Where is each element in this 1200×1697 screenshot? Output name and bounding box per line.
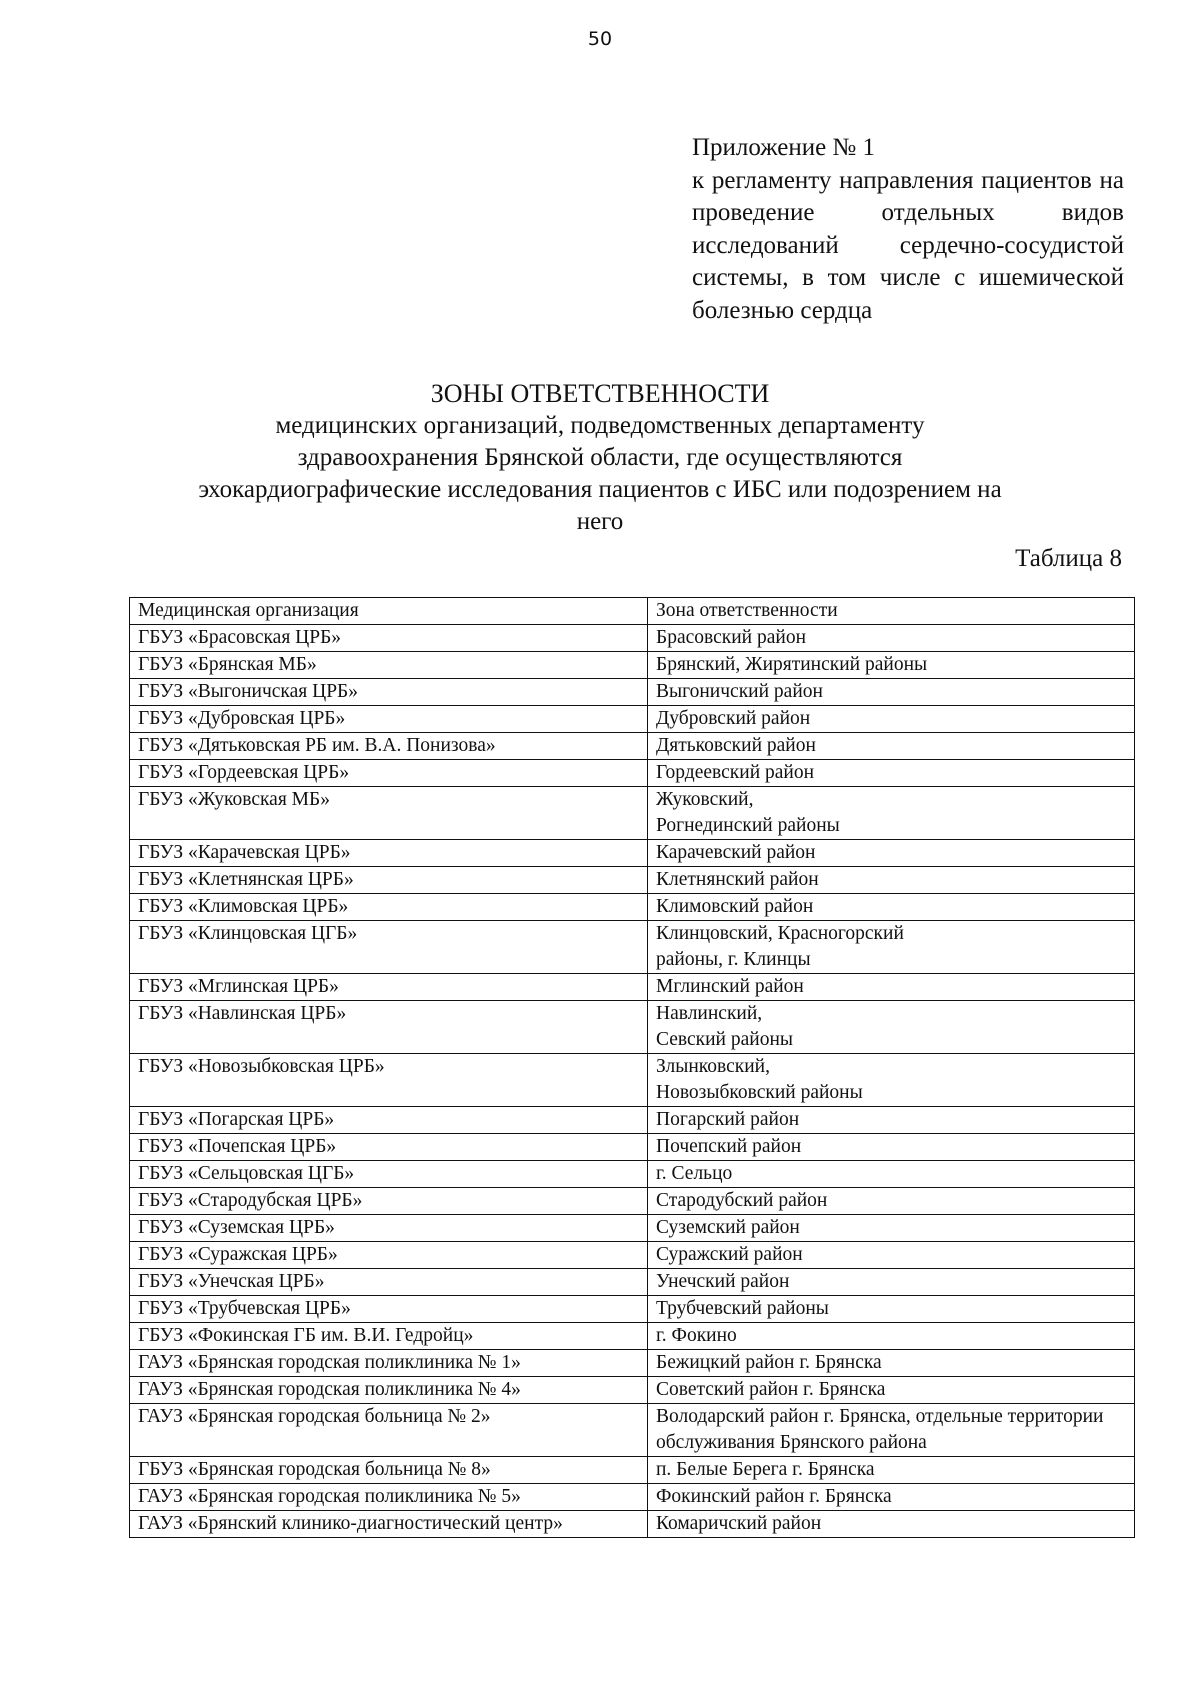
table-row	[130, 1377, 1135, 1404]
table-row	[130, 921, 1135, 974]
organization-cell: ГБУЗ «Дубровская ЦРБ»	[130, 706, 648, 733]
zone-cell: Суземский район	[648, 1215, 1135, 1242]
table-row	[130, 679, 1135, 706]
page-number: 50	[587, 28, 613, 50]
document-subtitle-line-3: эхокардиографические исследования пациентов с ИБС или подозрением на	[198, 476, 1002, 503]
organization-cell: ГБУЗ «Стародубская ЦРБ»	[130, 1188, 648, 1215]
document-title: ЗОНЫ ОТВЕТСТВЕННОСТИ	[430, 379, 770, 408]
zone-cell: Трубчевский районы	[648, 1296, 1135, 1323]
table-row	[130, 1161, 1135, 1188]
table-row	[130, 1457, 1135, 1484]
table-header-row	[130, 598, 1135, 625]
table-row	[130, 1215, 1135, 1242]
organization-cell: ГАУЗ «Брянская городская поликлиника № 1»	[130, 1350, 648, 1377]
zone-cell: Гордеевский район	[648, 760, 1135, 787]
organization-cell: ГБУЗ «Унечская ЦРБ»	[130, 1269, 648, 1296]
zone-cell: Карачевский район	[648, 840, 1135, 867]
table-row	[130, 1269, 1135, 1296]
organization-cell: ГБУЗ «Фокинская ГБ им. В.И. Гедройц»	[130, 1323, 648, 1350]
zone-cell: Комаричский район	[648, 1511, 1135, 1538]
table-row	[130, 1350, 1135, 1377]
organization-cell: ГАУЗ «Брянская городская поликлиника № 5»	[130, 1484, 648, 1511]
organization-cell: ГБУЗ «Трубчевская ЦРБ»	[130, 1296, 648, 1323]
organization-cell: ГБУЗ «Навлинская ЦРБ»	[130, 1001, 648, 1054]
zone-cell: Мглинский район	[648, 974, 1135, 1001]
zone-cell: г. Сельцо	[648, 1161, 1135, 1188]
table-row	[130, 787, 1135, 840]
organization-cell: ГБУЗ «Погарская ЦРБ»	[130, 1107, 648, 1134]
document-subtitle-line-4: него	[576, 508, 624, 535]
table-row	[130, 1484, 1135, 1511]
organization-cell: ГАУЗ «Брянская городская поликлиника № 4»	[130, 1377, 648, 1404]
appendix-heading: Приложение № 1	[692, 134, 876, 161]
zone-cell: Дубровский район	[648, 706, 1135, 733]
table-row	[130, 1242, 1135, 1269]
table-row	[130, 894, 1135, 921]
appendix-block	[692, 132, 1124, 327]
table-row	[130, 1296, 1135, 1323]
organization-cell: ГБУЗ «Жуковская МБ»	[130, 787, 648, 840]
organization-cell: ГБУЗ «Климовская ЦРБ»	[130, 894, 648, 921]
zone-cell: Брасовский район	[648, 625, 1135, 652]
zone-cell: Советский район г. Брянска	[648, 1377, 1135, 1404]
table-row	[130, 1511, 1135, 1538]
organization-cell: ГБУЗ «Выгоничская ЦРБ»	[130, 679, 648, 706]
zone-cell: Стародубский район	[648, 1188, 1135, 1215]
organization-cell: ГБУЗ «Брянская МБ»	[130, 652, 648, 679]
table-row	[130, 1054, 1135, 1107]
organization-cell: ГБУЗ «Мглинская ЦРБ»	[130, 974, 648, 1001]
organization-cell: ГБУЗ «Гордеевская ЦРБ»	[130, 760, 648, 787]
zone-cell: Фокинский район г. Брянска	[648, 1484, 1135, 1511]
organization-cell: ГБУЗ «Карачевская ЦРБ»	[130, 840, 648, 867]
table-row	[130, 1404, 1135, 1457]
zone-cell: п. Белые Берега г. Брянска	[648, 1457, 1135, 1484]
zone-cell: Клинцовский, Красногорский районы, г. Клинцы	[648, 921, 1135, 974]
table-row	[130, 652, 1135, 679]
organization-cell: ГБУЗ «Новозыбковская ЦРБ»	[130, 1054, 648, 1107]
zone-cell: Брянский, Жирятинский районы	[648, 652, 1135, 679]
zone-cell: Унечский район	[648, 1269, 1135, 1296]
organization-cell: ГБУЗ «Клинцовская ЦГБ»	[130, 921, 648, 974]
table-label: Таблица 8	[1015, 545, 1122, 572]
organization-cell: ГБУЗ «Почепская ЦРБ»	[130, 1134, 648, 1161]
zone-cell: Володарский район г. Брянска, отдельные территории обслуживания Брянского района	[648, 1404, 1135, 1457]
zone-cell: Жуковский, Рогнединский районы	[648, 787, 1135, 840]
zone-cell: Бежицкий район г. Брянска	[648, 1350, 1135, 1377]
table-body	[130, 625, 1135, 1538]
table-row	[130, 1188, 1135, 1215]
table-row	[130, 1001, 1135, 1054]
zone-cell: Клетнянский район	[648, 867, 1135, 894]
zone-cell: Климовский район	[648, 894, 1135, 921]
table-row	[130, 840, 1135, 867]
organization-cell: ГБУЗ «Клетнянская ЦРБ»	[130, 867, 648, 894]
table-row	[130, 974, 1135, 1001]
table-row	[130, 733, 1135, 760]
organization-cell: ГАУЗ «Брянская городская больница № 2»	[130, 1404, 648, 1457]
zone-cell: Злынковский, Новозыбковский районы	[648, 1054, 1135, 1107]
zone-cell: Дятьковский район	[648, 733, 1135, 760]
zone-cell: Навлинский, Севский районы	[648, 1001, 1135, 1054]
header-zone: Зона ответственности	[648, 598, 1135, 625]
appendix-text: к регламенту направления пациентов на проведение отдельных видов исследований сердечно-сосудистой системы, в том числе с ишемической болезнью сердца	[692, 166, 1124, 324]
zone-cell: Почепский район	[648, 1134, 1135, 1161]
table-row	[130, 760, 1135, 787]
table-row	[130, 1323, 1135, 1350]
organization-cell: ГБУЗ «Суземская ЦРБ»	[130, 1215, 648, 1242]
zone-cell: Выгоничский район	[648, 679, 1135, 706]
header-organization: Медицинская организация	[130, 598, 648, 625]
responsibility-table	[129, 597, 1135, 1538]
document-title-block	[150, 378, 1050, 538]
table-row	[130, 625, 1135, 652]
document-subtitle-line-1: медицинских организаций, подведомственных департаменту	[275, 412, 925, 439]
table-row	[130, 1134, 1135, 1161]
zone-cell: Суражский район	[648, 1242, 1135, 1269]
organization-cell: ГБУЗ «Суражская ЦРБ»	[130, 1242, 648, 1269]
organization-cell: ГАУЗ «Брянский клинико-диагностический центр»	[130, 1511, 648, 1538]
table-row	[130, 706, 1135, 733]
table-row	[130, 867, 1135, 894]
organization-cell: ГБУЗ «Сельцовская ЦГБ»	[130, 1161, 648, 1188]
organization-cell: ГБУЗ «Брасовская ЦРБ»	[130, 625, 648, 652]
organization-cell: ГБУЗ «Брянская городская больница № 8»	[130, 1457, 648, 1484]
table-row	[130, 1107, 1135, 1134]
document-subtitle-line-2: здравоохранения Брянской области, где осуществляются	[297, 444, 903, 471]
zone-cell: Погарский район	[648, 1107, 1135, 1134]
organization-cell: ГБУЗ «Дятьковская РБ им. В.А. Понизова»	[130, 733, 648, 760]
zone-cell: г. Фокино	[648, 1323, 1135, 1350]
